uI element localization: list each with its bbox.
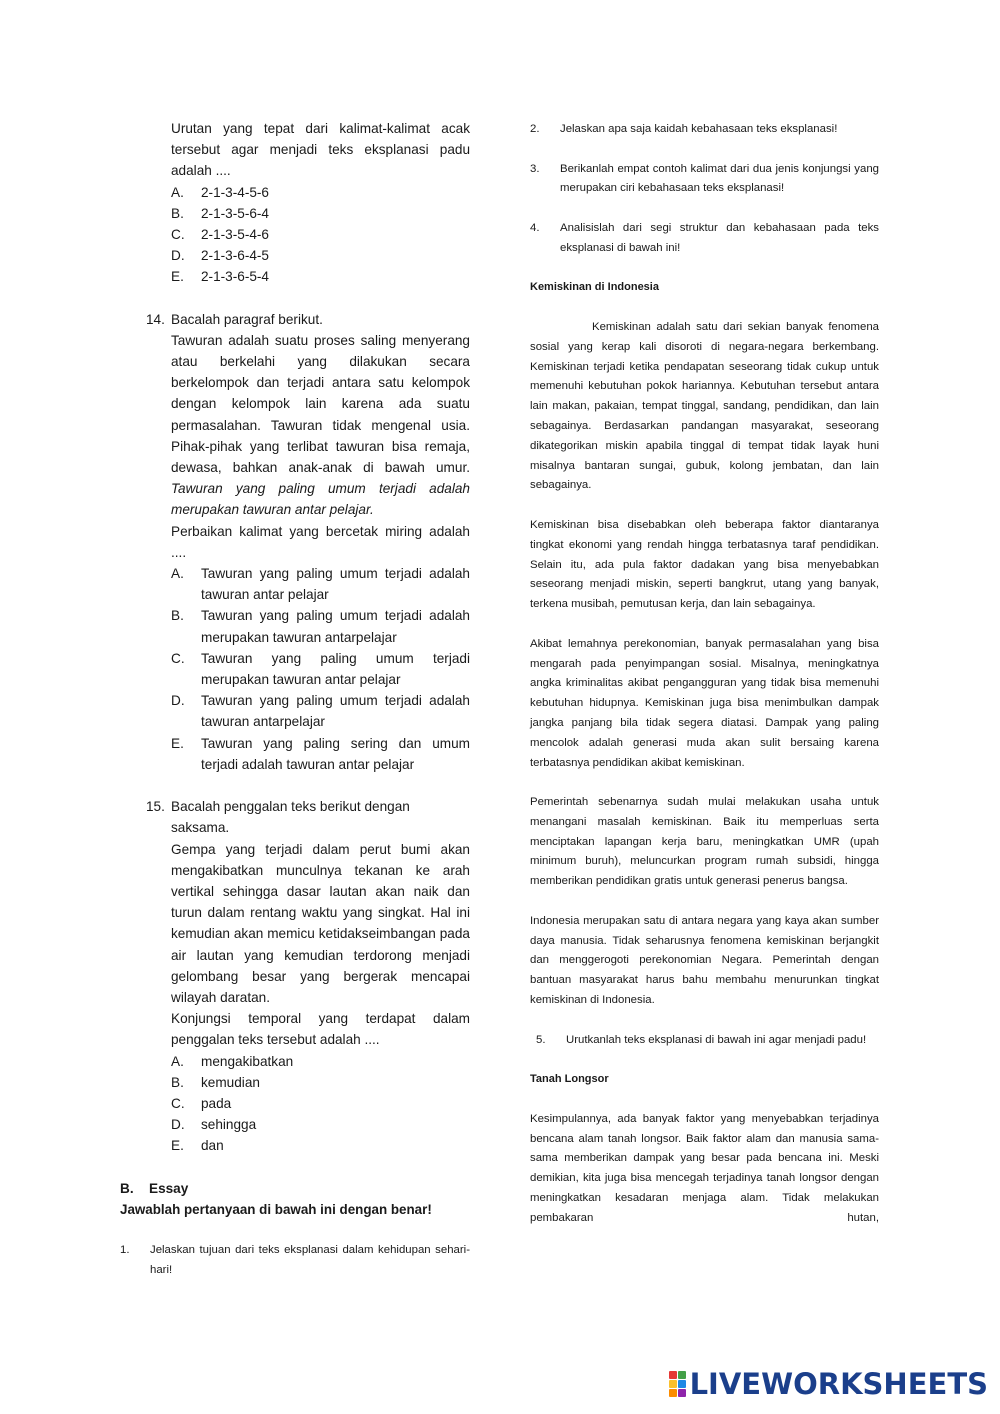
- option-item: [171, 605, 470, 647]
- essay-question-5: [530, 1031, 879, 1051]
- option-letter: D.: [171, 248, 185, 264]
- question-number: 14.: [146, 311, 165, 327]
- option-letter: A.: [171, 566, 184, 582]
- option-letter: B.: [171, 1074, 184, 1090]
- option-item: [171, 203, 470, 224]
- text-paragraph: Kesimpulannya, ada banyak faktor yang menyebabkan terjadinya bencana alam tanah longsor. Baik faktor alam dan manusia sama-sama memberikan dampak yang besar pada bencana ini. Meski demikian, kita juga bisa mencegah terjadinya tanah longsor dengan meningkatkan kesadaran menjaga alam. Tidak melakukan pembakaran hutan,: [530, 1112, 879, 1224]
- question-13-stem: Urutan yang tepat dari kalimat-kalimat acak tersebut agar menjadi teks eksplanasi padu adalah ....: [171, 121, 470, 179]
- question-14-options: [171, 563, 470, 775]
- option-text: Tawuran yang paling sering dan umum terjadi adalah tawuran antar pelajar: [201, 735, 470, 772]
- option-letter: B.: [171, 608, 184, 624]
- option-letter: D.: [171, 693, 185, 709]
- option-text: Tawuran yang paling umum terjadi adalah merupakan tawuran antarpelajar: [201, 608, 470, 645]
- question-intro: Bacalah penggalan teks berikut dengan saksama.: [171, 799, 410, 836]
- option-item: [171, 733, 470, 775]
- section-title: Essay: [149, 1180, 189, 1196]
- option-item: [171, 1051, 470, 1072]
- question-text: Berikanlah empat contoh kalimat dari dua jenis konjungsi yang merupakan ciri kebahasaan teks eksplanasi!: [560, 162, 879, 195]
- question-passage: [171, 330, 470, 521]
- question-number: 1.: [120, 1243, 130, 1256]
- question-intro: Bacalah paragraf berikut.: [171, 311, 323, 327]
- question-14: [146, 309, 470, 775]
- option-letter: C.: [171, 227, 185, 243]
- option-item: [171, 648, 470, 690]
- question-13-continuation: [146, 118, 470, 288]
- option-letter: E.: [171, 269, 184, 285]
- right-column: [530, 120, 879, 1229]
- option-letter: E.: [171, 735, 184, 751]
- section-letter: B.: [120, 1180, 134, 1196]
- option-letter: A.: [171, 1053, 184, 1069]
- passage-italic-sentence: Tawuran yang paling umum terjadi adalah merupakan tawuran antar pelajar.: [171, 481, 470, 518]
- option-text: Tawuran yang paling umum terjadi adalah tawuran antarpelajar: [201, 693, 470, 730]
- option-letter: E.: [171, 1138, 184, 1154]
- option-text: 2-1-3-6-5-4: [201, 269, 269, 285]
- logo-square: [678, 1380, 686, 1388]
- option-text: 2-1-3-4-5-6: [201, 184, 269, 200]
- option-item: [171, 245, 470, 266]
- question-text: Analisislah dari segi struktur dan kebahasaan pada teks eksplanasi di bawah ini!: [560, 221, 879, 254]
- logo-mark-icon: [669, 1371, 686, 1397]
- question-number: 15.: [146, 799, 165, 815]
- passage-text: Tawuran adalah suatu proses saling menyerang atau berkelahi yang dilakukan secara berkelompok dan terjadi antara satu kelompok dengan kelompok lain karena ada suatu permasalahan. Tawuran tidak mengenal usia. Pihak-pihak yang terlibat tawuran bisa remaja, dewasa, bahkan anak-anak di bawah umur.: [171, 332, 470, 476]
- question-passage: Gempa yang terjadi dalam perut bumi akan mengakibatkan munculnya tekanan ke arah vertikal sehingga dasar lautan akan naik dan turun dalam rentang waktu yang singkat. Hal ini kemudian akan memicu ketidakseimbangan pada air lautan yang kemudian terdorong menjadi gelombang besar yang bergerak mencapai wilayah daratan.: [171, 841, 470, 1005]
- option-letter: D.: [171, 1117, 185, 1133]
- option-text: 2-1-3-5-4-6: [201, 227, 269, 243]
- option-text: pada: [201, 1095, 232, 1111]
- question-number: 5.: [536, 1033, 546, 1046]
- question-13-options: [171, 182, 470, 288]
- text-title: Kemiskinan di Indonesia: [530, 281, 659, 294]
- left-column: [120, 118, 470, 1281]
- option-letter: B.: [171, 205, 184, 221]
- essay-question-4: [530, 219, 879, 259]
- option-item: [171, 266, 470, 287]
- option-text: Tawuran yang paling umum terjadi adalah tawuran antar pelajar: [201, 566, 470, 603]
- option-letter: C.: [171, 1095, 185, 1111]
- option-item: [171, 690, 470, 732]
- question-text: Jelaskan apa saja kaidah kebahasaan teks eksplanasi!: [560, 123, 838, 135]
- option-letter: C.: [171, 650, 185, 666]
- option-letter: A.: [171, 184, 184, 200]
- essay-question-2: [530, 120, 879, 140]
- question-number: 3.: [530, 162, 540, 175]
- option-item: [171, 1135, 470, 1156]
- question-prompt: Perbaikan kalimat yang bercetak miring adalah ....: [171, 523, 470, 560]
- option-item: [171, 1114, 470, 1135]
- essay-question-1: [120, 1241, 470, 1281]
- question-15: [146, 796, 470, 1156]
- option-item: [171, 1093, 470, 1114]
- essay-instruction: Jawablah pertanyaan di bawah ini dengan benar!: [120, 1201, 432, 1217]
- logo-square: [678, 1371, 686, 1379]
- text-title: Tanah Longsor: [530, 1073, 609, 1086]
- question-prompt: Konjungsi temporal yang terdapat dalam penggalan teks tersebut adalah ....: [171, 1011, 470, 1048]
- option-text: Tawuran yang paling umum terjadi merupakan tawuran antar pelajar: [201, 650, 470, 688]
- question-text: Jelaskan tujuan dari teks eksplanasi dalam kehidupan sehari-hari!: [150, 1243, 470, 1276]
- option-text: sehingga: [201, 1117, 257, 1133]
- option-text: 2-1-3-5-6-4: [201, 205, 269, 221]
- text-paragraph: Indonesia merupakan satu di antara negara yang kaya akan sumber daya manusia. Tidak seharusnya fenomena kemiskinan berjangkit dan menggerogoti perekonomian Negara. Pemerintah dengan bantuan masyarakat harus bahu membahu menurunkan tingkat kemiskinan di Indonesia.: [530, 914, 879, 1007]
- option-text: dan: [201, 1138, 224, 1154]
- question-15-options: [171, 1051, 470, 1157]
- option-text: kemudian: [201, 1074, 260, 1090]
- essay-question-3: [530, 160, 879, 200]
- text-paragraph: Akibat lemahnya perekonomian, banyak permasalahan yang bisa mengarah pada penyimpangan sosial. Misalnya, meningkatnya angka kriminalitas akibat pengangguran yang tidak bisa memenuhi kebutuhan hidupnya. Kemiskinan juga bisa menimbulkan dampak jangka panjang bila tidak segera diatasi. Dampak yang paling mencolok adalah generasi muda akan sulit bersaing karena terbatasnya pendidikan akibat kemiskinan.: [530, 637, 879, 769]
- option-text: mengakibatkan: [201, 1053, 294, 1069]
- logo-square: [669, 1380, 677, 1388]
- question-number: 4.: [530, 221, 540, 234]
- logo-square: [669, 1371, 677, 1379]
- text-paragraph: Kemiskinan bisa disebabkan oleh beberapa faktor diantaranya tingkat ekonomi yang rendah hingga terbatasnya taraf pendidikan. Selain itu, ada pula faktor dadakan yang bisa menyebabkan seseorang menjadi miskin, seperti bangkrut, utang yang banyak, terkena musibah, pemutusan kerja, dan lain sebagainya.: [530, 518, 879, 611]
- option-item: [171, 182, 470, 203]
- logo-square: [678, 1389, 686, 1397]
- option-item: [171, 1072, 470, 1093]
- logo-text: LIVEWORKSHEETS: [689, 1367, 988, 1401]
- essay-section-heading: [120, 1178, 470, 1199]
- logo-square: [669, 1389, 677, 1397]
- question-number: 2.: [530, 123, 540, 135]
- option-text: 2-1-3-6-4-5: [201, 248, 269, 264]
- text-paragraph: Kemiskinan adalah satu dari sekian banyak fenomena sosial yang kerap kali disoroti di negara-negara berkembang. Kemiskinan terjadi ketika pendapatan seseorang tidak cukup untuk memenuhi kebutuhan pokok hariannya. Kebutuhan tersebut antara lain makan, pakaian, tempat tinggal, sandang, pendidikan, dan lain sebagainya. Berdasarkan pandangan masyarakat, seseorang dikategorikan miskin apabila tinggal di tempat tidak layak huni misalnya bantaran sungai, gubuk, kolong jembatan, dan lain sebagainya.: [530, 320, 879, 492]
- option-item: [171, 224, 470, 245]
- text-paragraph: Pemerintah sebenarnya sudah mulai melakukan usaha untuk menangani masalah kemiskinan. Baik itu memperluas serta menciptakan lapangan kerja baru, meningkatkan UMR (upah minimum buruh), meluncurkan program rumah subsidi, hingga memberikan pendidikan gratis untuk generasi penerus bangsa.: [530, 796, 879, 888]
- liveworksheets-logo: [669, 1364, 988, 1404]
- option-item: [171, 563, 470, 605]
- question-text: Urutkanlah teks eksplanasi di bawah ini agar menjadi padu!: [566, 1033, 867, 1046]
